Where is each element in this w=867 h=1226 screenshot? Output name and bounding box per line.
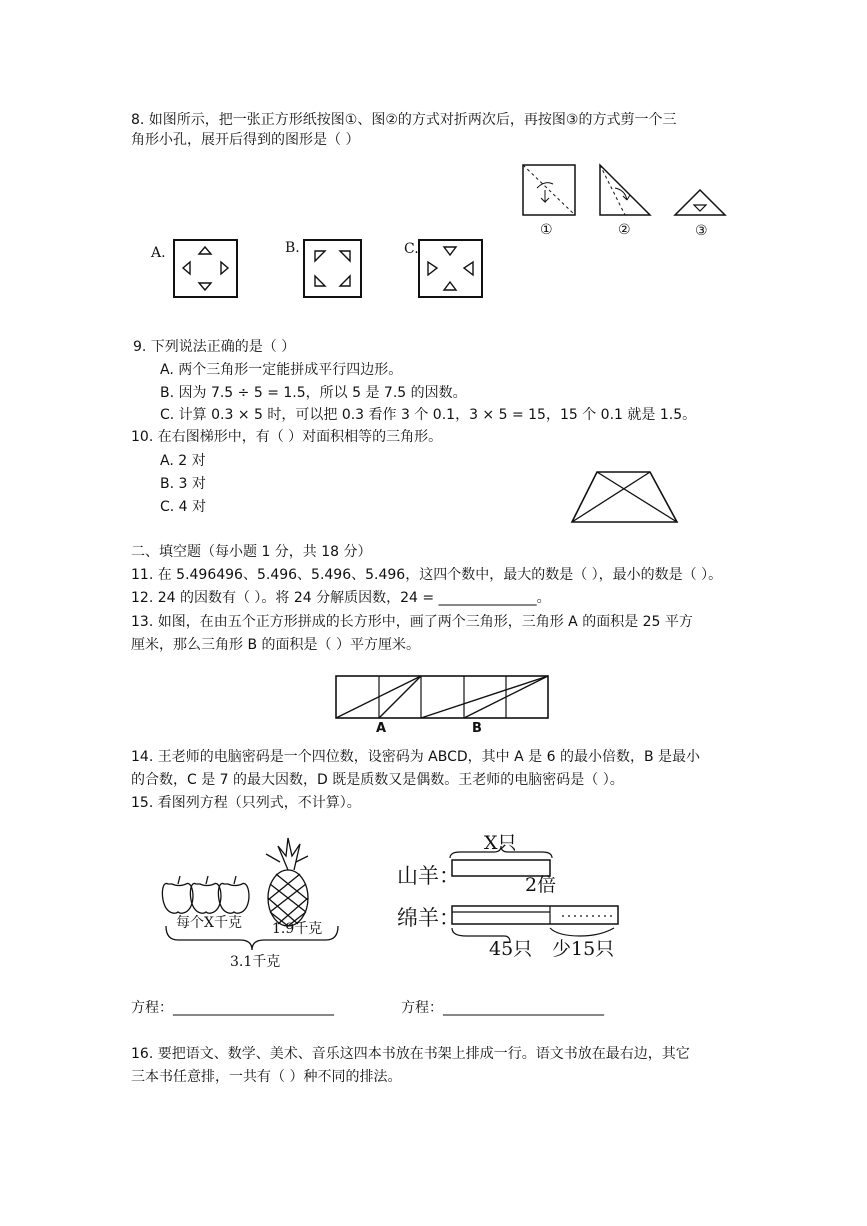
q15-goat-label: 山羊：	[397, 864, 460, 888]
q15-45-label: 45只	[489, 938, 533, 960]
fig-label-1: ①	[540, 222, 553, 238]
apple-icon	[162, 876, 249, 913]
q16-line2: 三本书任意排，一共有（ ）种不同的排法。	[131, 1069, 402, 1085]
fig-label-2: ②	[618, 222, 631, 238]
q8-option-a-label: A.	[151, 245, 166, 261]
q8-option-c-label: C.	[404, 241, 419, 257]
q10-option-a: A. 2 对	[160, 453, 206, 469]
q8-option-b-label: B.	[285, 240, 300, 256]
q8-line1: 8. 如图所示，把一张正方形纸按图①、图②的方式对折两次后，再按图③的方式剪一个三	[131, 112, 677, 128]
q15-stem: 15. 看图列方程（只列式，不计算）。	[131, 795, 361, 811]
q15-x-label: X只	[484, 832, 517, 854]
q9-option-a: A. 两个三角形一定能拼成平行四边形。	[160, 362, 403, 378]
q10-option-b: B. 3 对	[160, 476, 206, 492]
pineapple-icon	[266, 838, 308, 926]
q15-less-label: 少15只	[552, 938, 615, 960]
q13-label-a: A	[376, 721, 387, 736]
q15-each-label: 每个X千克	[176, 915, 242, 931]
q15-pineapple-label: 1.9千克	[272, 921, 323, 937]
q16-line1: 16. 要把语文、数学、美术、音乐这四本书放在书架上排成一行。语文书放在最右边，其它	[131, 1046, 690, 1062]
q12-text: 12. 24 的因数有（ ）。将 24 分解质因数，24 = ______________。	[131, 590, 551, 606]
q13-line1: 13. 如图，在由五个正方形拼成的长方形中，画了两个三角形，三角形 A 的面积是 25 平方	[131, 614, 693, 630]
fig-label-3: ③	[695, 223, 708, 239]
q15-total-label: 3.1千克	[230, 954, 281, 970]
q14-line1: 14. 王老师的电脑密码是一个四位数，设密码为 ABCD，其中 A 是 6 的最小倍数，B 是最小	[131, 749, 700, 765]
q10-trapezoid-figure	[570, 468, 682, 528]
q11-text: 11. 在 5.496496、5.496、5.496、5.496，这四个数中，最大的数是（ ），最小的数是（ ）。	[131, 567, 723, 583]
section-2-title: 二、填空题（每小题 1 分，共 18 分）	[131, 544, 372, 560]
q15-sheep-label: 绵羊：	[397, 906, 460, 930]
q15-equation-1[interactable]: 方程：_______________________	[131, 1000, 334, 1016]
q9-stem: 9. 下列说法正确的是（ ）	[133, 339, 296, 355]
q13-label-b: B	[472, 721, 482, 736]
q10-stem: 10. 在右图梯形中，有（ ）对面积相等的三角形。	[131, 429, 443, 445]
q15-equation-2[interactable]: 方程：_______________________	[401, 1000, 604, 1016]
q9-option-c: C. 计算 0.3 × 5 时，可以把 0.3 看作 3 个 0.1，3 × 5 = 15，15 个 0.1 就是 1.5。	[160, 407, 697, 423]
q8-option-b-figure	[302, 238, 364, 300]
q15-times-label: 2倍	[525, 874, 557, 896]
q14-line2: 的合数，C 是 7 的最大因数，D 既是质数又是偶数。王老师的电脑密码是（ ）。	[131, 772, 624, 788]
q8-option-a-figure	[172, 238, 240, 298]
q13-line2: 厘米，那么三角形 B 的面积是（ ）平方厘米。	[131, 637, 420, 653]
q8-option-c-figure	[417, 238, 485, 300]
q8-line2: 角形小孔，展开后得到的图形是（ ）	[131, 132, 360, 148]
q9-option-b: B. 因为 7.5 ÷ 5 = 1.5，所以 5 是 7.5 的因数。	[160, 385, 467, 401]
q13-rectangle-figure	[334, 672, 554, 732]
q10-option-c: C. 4 对	[160, 499, 207, 515]
